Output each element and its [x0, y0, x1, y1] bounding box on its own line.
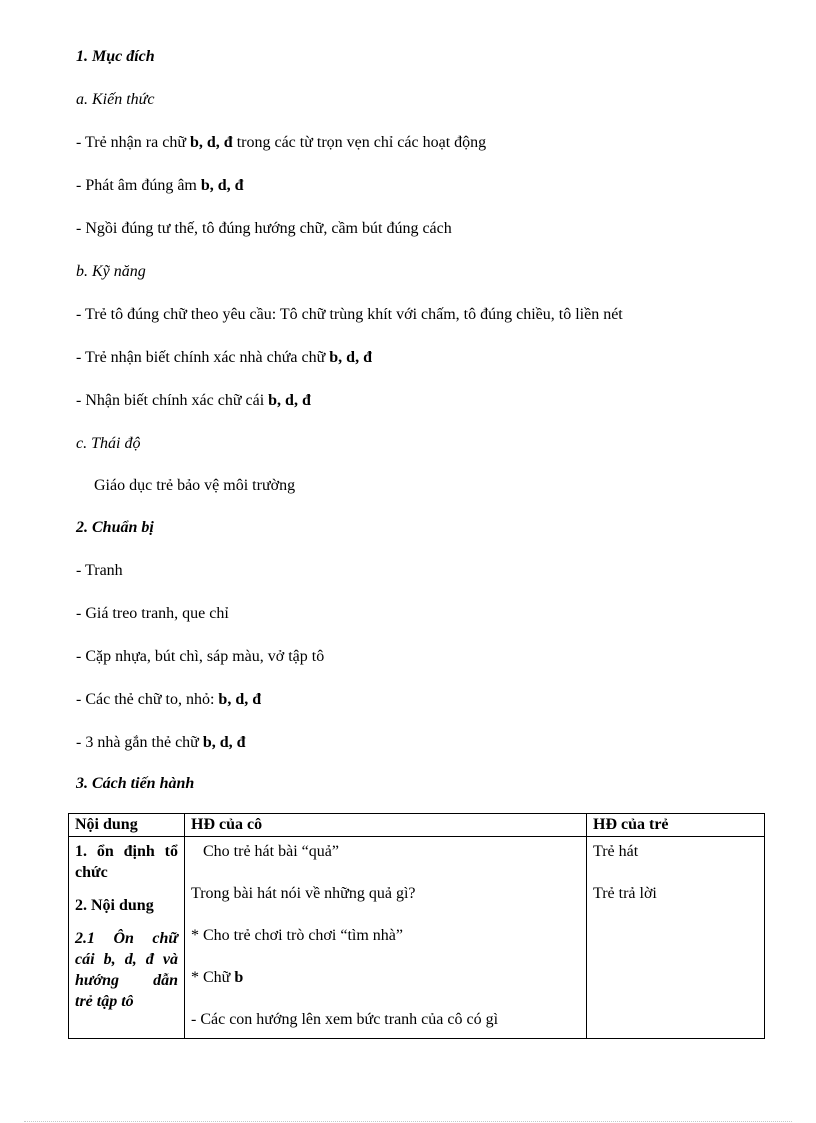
header-content: Nội dung [69, 814, 185, 837]
skill-item-2: - Trẻ nhận biết chính xác nhà chứa chữ b, d, đ [76, 349, 372, 366]
knowledge-item-1: - Trẻ nhận ra chữ b, d, đ trong các từ trọn vẹn chỉ các hoạt động [76, 134, 487, 151]
table-header-row [69, 814, 765, 837]
content-cell [69, 837, 185, 1039]
content-main: 2. Nội dung [75, 897, 154, 914]
page-bottom-divider [24, 1121, 792, 1122]
subsection-a-title: a. Kiến thức [76, 91, 155, 108]
skill-item-1: - Trẻ tô đúng chữ theo yêu cầu: Tô chữ trùng khít với chấm, tô đúng chiều, tô liền nét [76, 306, 623, 323]
content-review-1: 2.1 Ôn chữ [75, 930, 178, 947]
content-review-2: cái b, d, đ và [75, 951, 178, 968]
activity-table [68, 813, 765, 1039]
knowledge-item-3: - Ngồi đúng tư thế, tô đúng hướng chữ, cầm bút đúng cách [76, 220, 452, 237]
teacher-line-2: Trong bài hát nói về những quả gì? [191, 885, 416, 902]
prep-item-5: - 3 nhà gắn thẻ chữ b, d, đ [76, 734, 246, 751]
table-row [69, 837, 765, 1039]
header-teacher-activity: HĐ của cô [185, 814, 587, 837]
skill-item-3: - Nhận biết chính xác chữ cái b, d, đ [76, 392, 311, 409]
prep-item-3: - Cặp nhựa, bút chì, sáp màu, vở tập tô [76, 648, 325, 665]
teacher-line-1: Cho trẻ hát bài “quả” [203, 843, 339, 860]
content-stabilize: 1. ổn định tổ [75, 843, 178, 860]
subsection-c-title: c. Thái độ [76, 435, 141, 452]
child-activity-cell [587, 837, 765, 1039]
knowledge-item-2: - Phát âm đúng âm b, d, đ [76, 177, 244, 194]
teacher-activity-cell [185, 837, 587, 1039]
attitude-text: Giáo dục trẻ bảo vệ môi trường [94, 477, 296, 494]
prep-item-1: - Tranh [76, 562, 123, 579]
content-review-4: trẻ tập tô [75, 993, 134, 1010]
content-stabilize-cont: chức [75, 864, 108, 881]
teacher-line-4: * Chữ b [191, 969, 244, 986]
teacher-line-5: - Các con hướng lên xem bức tranh của cô có gì [191, 1011, 499, 1028]
subsection-b-title: b. Kỹ năng [76, 263, 146, 280]
child-line-2: Trẻ trả lời [593, 885, 657, 902]
section-1-heading: 1. Mục đích [76, 48, 155, 65]
child-line-1: Trẻ hát [593, 843, 639, 860]
header-child-activity: HĐ của trẻ [587, 814, 765, 837]
prep-item-2: - Giá treo tranh, que chỉ [76, 605, 229, 622]
teacher-line-3: * Cho trẻ chơi trò chơi “tìm nhà” [191, 927, 403, 944]
section-2-heading: 2. Chuẩn bị [76, 519, 154, 536]
content-review-3: hướng dẫn [75, 972, 178, 989]
section-3-heading: 3. Cách tiến hành [76, 775, 195, 792]
prep-item-4: - Các thẻ chữ to, nhỏ: b, d, đ [76, 691, 262, 708]
